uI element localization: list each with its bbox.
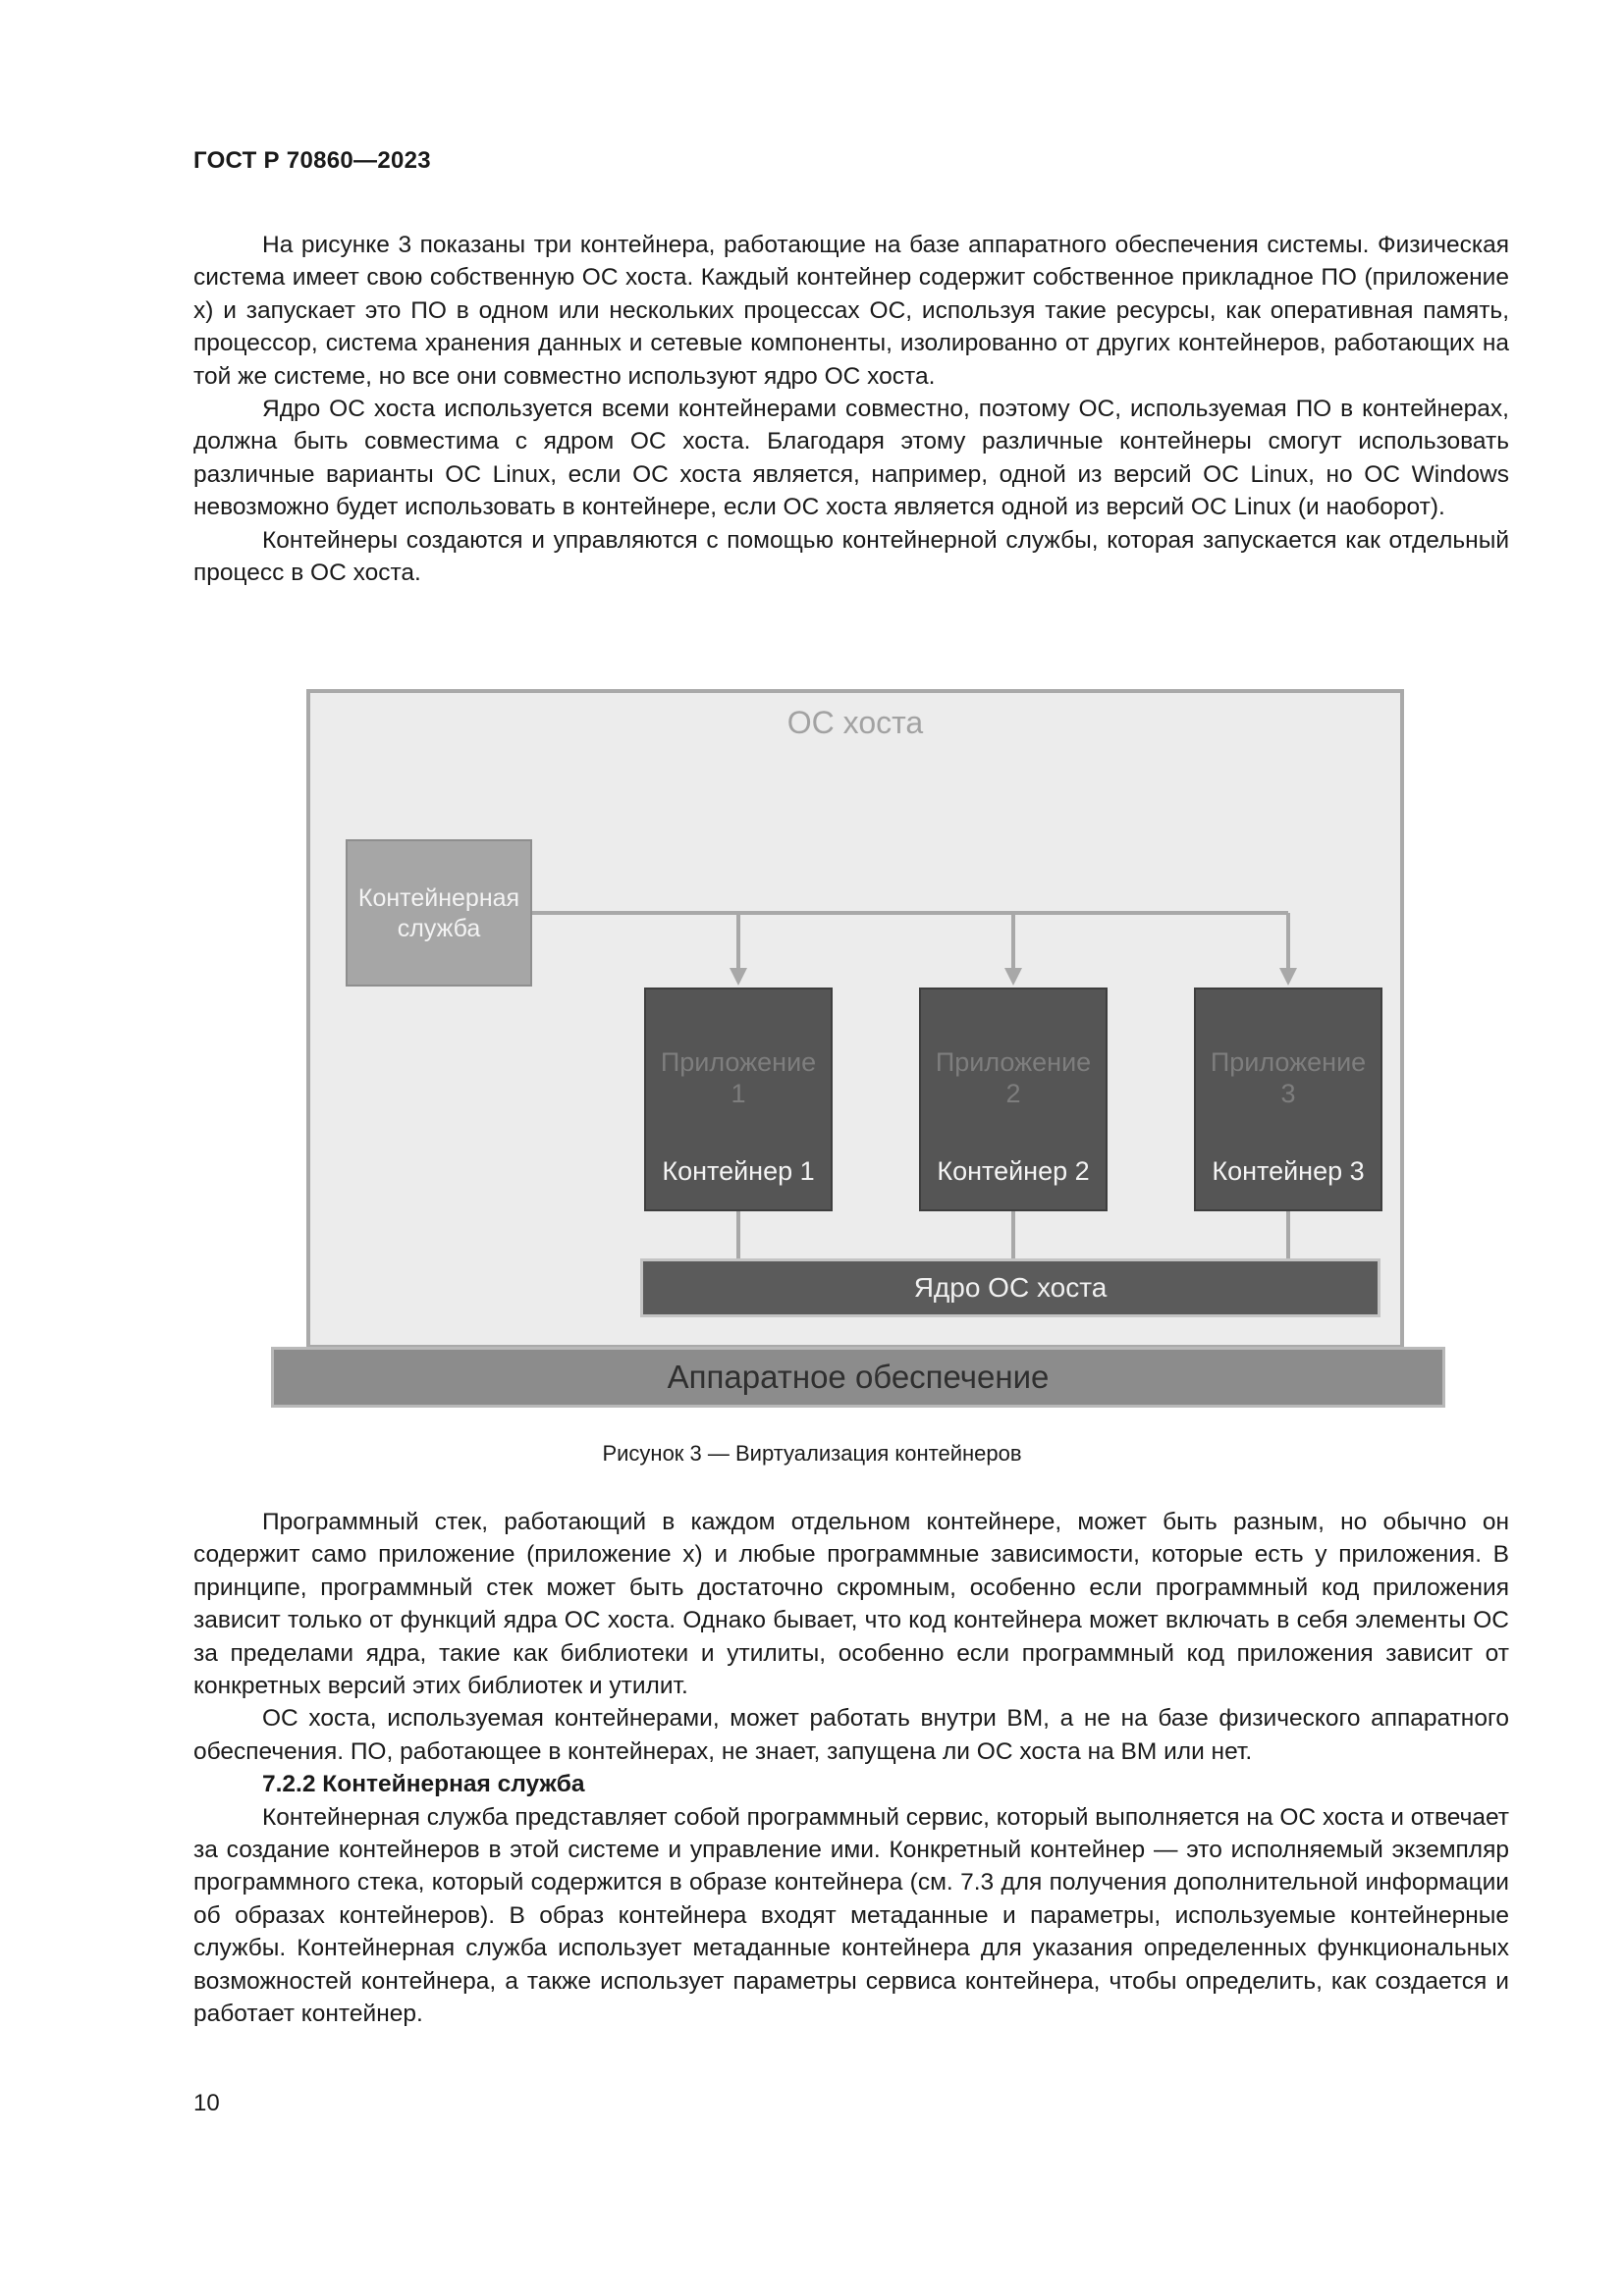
arrowhead-2 [1004, 968, 1022, 986]
container-service-box [346, 839, 532, 987]
application-name: Приложение [935, 1047, 1092, 1077]
container-2 [919, 988, 1108, 1211]
container-service-label: Контейнерная [357, 884, 520, 912]
arrowhead-1 [730, 968, 747, 986]
figure-caption: Рисунок 3 — Виртуализация контейнеров [602, 1441, 1022, 1466]
paragraph: На рисунке 3 показаны три контейнера, работающие на базе аппаратного обеспечения системы. Физическая система имеет свою собственную ОС хоста. Каждый контейнер содержит собственное прикладное ПО (приложение х) и запускает это ПО в одном или нескольких процессах ОС, используя такие ресурсы, как оперативная память, процессор, система хранения данных и сетевые компоненты, изолированно от других контейнеров, работающих на той же системе, но все они совместно используют ядро ОС хоста. [193, 232, 1509, 390]
application-number: 3 [1280, 1079, 1296, 1108]
page-number: 10 [193, 2090, 220, 2116]
container-label: Контейнер 3 [1212, 1156, 1365, 1186]
section-heading: 7.2.2 Контейнерная служба [262, 1771, 585, 1798]
container-label: Контейнер 2 [937, 1156, 1090, 1186]
paragraph: Ядро ОС хоста используется всеми контейнерами совместно, поэтому ОС, используемая ПО в контейнерах, должна быть совместима с ядром ОС хоста. Благодаря этому различные контейнеры смогут использовать различные варианты ОС Linux, если ОС хоста является, например, одной из версий ОС Linux, но ОС Windows невозможно будет использовать в контейнере, если ОС хоста является одной из версий ОС Linux (и наоборот). [193, 396, 1509, 521]
host-kernel-bar: Ядро ОС хоста [640, 1258, 1380, 1317]
application-name: Приложение [1210, 1047, 1367, 1077]
application-name: Приложение [660, 1047, 817, 1077]
application-number: 2 [1005, 1079, 1021, 1108]
paragraph: Контейнеры создаются и управляются с помощью контейнерной службы, которая запускается как отдельный процесс в ОС хоста. [193, 526, 1509, 587]
application-label [1196, 1046, 1380, 1109]
document-header: ГОСТ Р 70860—2023 [193, 147, 431, 174]
paragraph: Программный стек, работающий в каждом отдельном контейнере, может быть разным, но обычно он содержит само приложение (приложение х) и любые программные зависимости, которые есть у приложения. В принципе, программный стек может быть достаточно скромным, особенно если программный код приложения зависит только от функций ядра ОС хоста. Однако бывает, что код контейнера может включать в себя элементы ОС за пределами ядра, такие как библиотеки и утилиты, особенно если программный код приложения зависит от конкретных версий этих библиотек и утилит. [193, 1509, 1509, 1700]
container-label: Контейнер 1 [662, 1156, 815, 1186]
application-label [921, 1046, 1106, 1109]
application-number: 1 [731, 1079, 746, 1108]
hardware-bar: Аппаратное обеспечение [271, 1347, 1445, 1408]
container-service-label: служба [397, 915, 481, 942]
container-3 [1194, 988, 1382, 1211]
body-text [193, 1506, 1509, 2031]
paragraph: ОС хоста, используемая контейнерами, может работать внутри ВМ, а не на базе физического аппаратного обеспечения. ПО, работающее в контейнерах, не знает, запущена ли ОС хоста на ВМ или нет. [193, 1705, 1509, 1765]
paragraph: Контейнерная служба представляет собой программный сервис, который выполняется на ОС хоста и отвечает за создание контейнеров в этой системе и управление ими. Конкретный контейнер — это исполняемый экземпляр программного стека, который содержится в образе контейнера (см. 7.3 для получения дополнительной информации об образах контейнеров). В образ контейнера входят метаданные и параметры, используемые контейнерные службы. Контейнерная служба использует метаданные контейнера для указания определенных функциональных возможностей контейнера, а также использует параметры сервиса контейнера, чтобы определить, как создается и работает контейнер. [193, 1803, 1509, 2028]
container-1 [644, 988, 833, 1211]
arrowhead-3 [1279, 968, 1297, 986]
application-label [646, 1046, 831, 1109]
host-os-label: ОС хоста [786, 705, 924, 740]
